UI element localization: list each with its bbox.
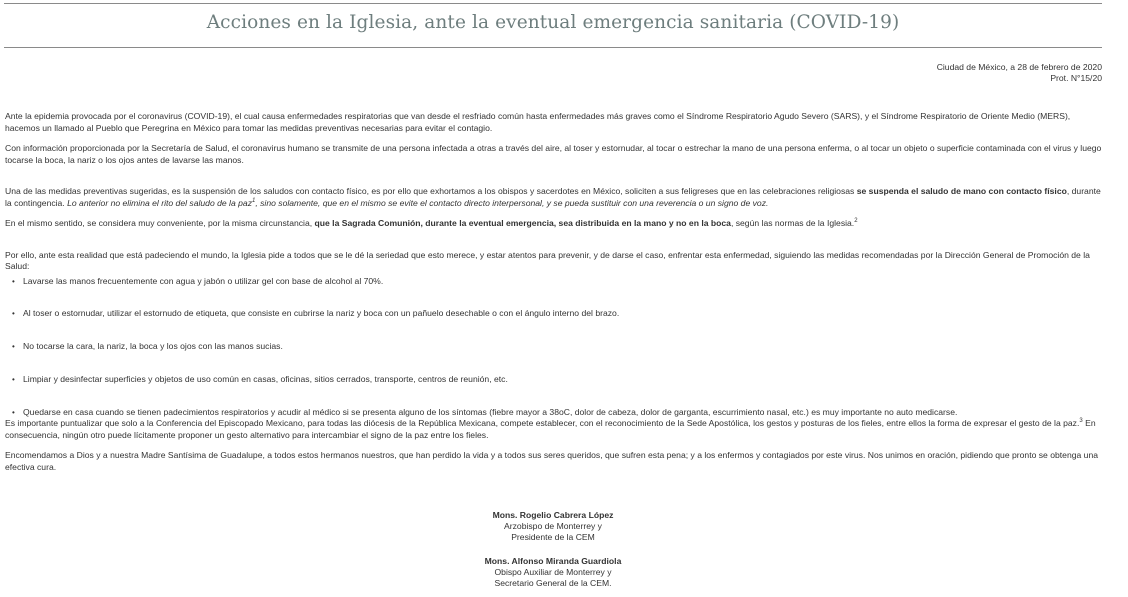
protocol-number: Prot. N°15/20: [1050, 73, 1102, 83]
signature-block-1: [0, 510, 1106, 544]
document-body: [5, 111, 1103, 482]
list-item: • Al toser o estornudar, utilizar el estornudo de etiqueta, que consiste en cubrirse la nariz y boca con un pañuelo desechable o con el ángulo interno del brazo.: [23, 308, 1103, 330]
list-item: • Limpiar y desinfectar superficies y objetos de uso común en casas, oficinas, sitios cerrados, transporte, centros de reunión, etc.: [23, 374, 1103, 396]
list-item: • Lavarse las manos frecuentemente con agua y jabón o utilizar gel con base de alcohol al 70%.: [23, 276, 1103, 298]
emphasis-handshake: se suspenda el saludo de mano con contacto físico: [856, 186, 1067, 196]
paragraph-5: Por ello, ante esta realidad que está padeciendo el mundo, la Iglesia pide a todos que se le dé la seriedad que esto merece, y estar atentos para prevenir, y de darse el caso, enfrentar esta enfermedad, siguiendo las medidas recomendadas por la Dirección General de Promoción de la Salud:: [5, 249, 1090, 271]
footnote-ref-2: 2: [854, 218, 858, 225]
paragraph-2: Con información proporcionada por la Secretaría de Salud, el coronavirus humano se transmite de una persona infectada a otras a través del aire, al toser y estornudar, al tocar o estrechar la mano de una persona enferma, o al tocar un objeto o superficie contaminada con el virus y luego tocarse la boca, la nariz o los ojos antes de lavarse las manos.: [5, 143, 1102, 165]
paragraph-1: Ante la epidemia provocada por el coronavirus (COVID-19), el cual causa enfermedades respiratorias que van desde el resfriado común hasta enfermedades más graves como el Síndrome Respiratorio Agudo Severo (SARS), y el Síndrome Respiratorio de Oriente Medio (MERS), hacemos un llamado al Pueblo que Peregrina en México para tomar las medidas preventivas necesarias para evitar el contagio.: [5, 111, 1071, 133]
signer-name: Mons. Alfonso Miranda Guardiola: [484, 556, 622, 566]
paragraph-4: En el mismo sentido, se considera muy conveniente, por la misma circunstancia, que la Sagrada Comunión, durante la eventual emergencia, sea distribuida en la mano y no en la boca, según las normas de la Iglesia.$^2$: [5, 218, 858, 228]
footnote-ref-3: 3: [1079, 418, 1083, 425]
paragraph-3: Una de las medidas preventivas sugeridas, es la suspensión de los saludos con contacto físico, es por ello que exhortamos a los obispos y sacerdotes en México, soliciten a sus feligreses que en las celebraciones religiosas se suspenda el saludo de mano con contacto físico, durante la contingencia. Lo anterior no elimina el rito del saludo de la paz$^1$, sino solamente, que en el mismo se evite el contacto directo interpersonal, y se pueda sustituir con una reverencia o un signo de voz.: [5, 186, 1101, 208]
page-title: Acciones en la Iglesia, ante la eventual emergencia sanitaria (COVID-19): [206, 12, 900, 33]
footnote-ref-1: 1: [252, 197, 256, 204]
place-date: Ciudad de México, a 28 de febrero de 2020: [936, 62, 1102, 72]
paragraph-6: Es importante puntualizar que solo a la Conferencia del Episcopado Mexicano, para todas las diócesis de la República Mexicana, compete establecer, con el reconocimiento de la Sede Apostólica, los gestos y posturas de los fieles, entre ellos la forma de expresar el gesto de la paz.$^3$ En consecuencia, ningún otro puede lícitamente proponer un gesto alternativo para intercambiar el signo de la paz entre los fieles.: [5, 418, 1096, 440]
document-meta: [937, 62, 1102, 84]
emphasis-peace-rite: Lo anterior no elimina el rito del saludo de la paz$^1$, sino solamente, que en el mismo se evite el contacto directo interpersonal, y se pueda sustituir con una reverencia o un signo de voz.: [67, 197, 769, 208]
emphasis-communion: que la Sagrada Comunión, durante la eventual emergencia, sea distribuida en la mano y no en la boca: [314, 218, 731, 228]
signer-title: Presidente de la CEM: [511, 532, 595, 543]
title-divider: [4, 47, 1102, 48]
list-item: • Quedarse en casa cuando se tienen padecimientos respiratorios y acudir al médico si se presenta alguno de los síntomas (fiebre mayor a 38oC, dolor de cabeza, dolor de garganta, escurrimiento nasal, etc.) es muy importante no auto medicarse.: [23, 407, 1103, 419]
measures-list: [5, 276, 1103, 419]
signature-block-2: [0, 556, 1106, 590]
signer-title: Arzobispo de Monterrey y: [504, 521, 602, 532]
signer-name: Mons. Rogelio Cabrera López: [492, 510, 614, 520]
top-divider: [4, 3, 1102, 4]
signer-title: Secretario General de la CEM.: [494, 578, 612, 589]
paragraph-7: Encomendamos a Dios y a nuestra Madre Santísima de Guadalupe, a todos estos hermanos nuestros, que han perdido la vida y a todos sus seres queridos, que sufren esta pena; y a los enfermos y contagiados por este virus. Nos unimos en oración, pidiendo que pronto se obtenga una efectiva cura.: [5, 450, 1099, 472]
signer-title: Obispo Auxiliar de Monterrey y: [494, 567, 612, 578]
list-item: • No tocarse la cara, la nariz, la boca y los ojos con las manos sucias.: [23, 341, 1103, 363]
